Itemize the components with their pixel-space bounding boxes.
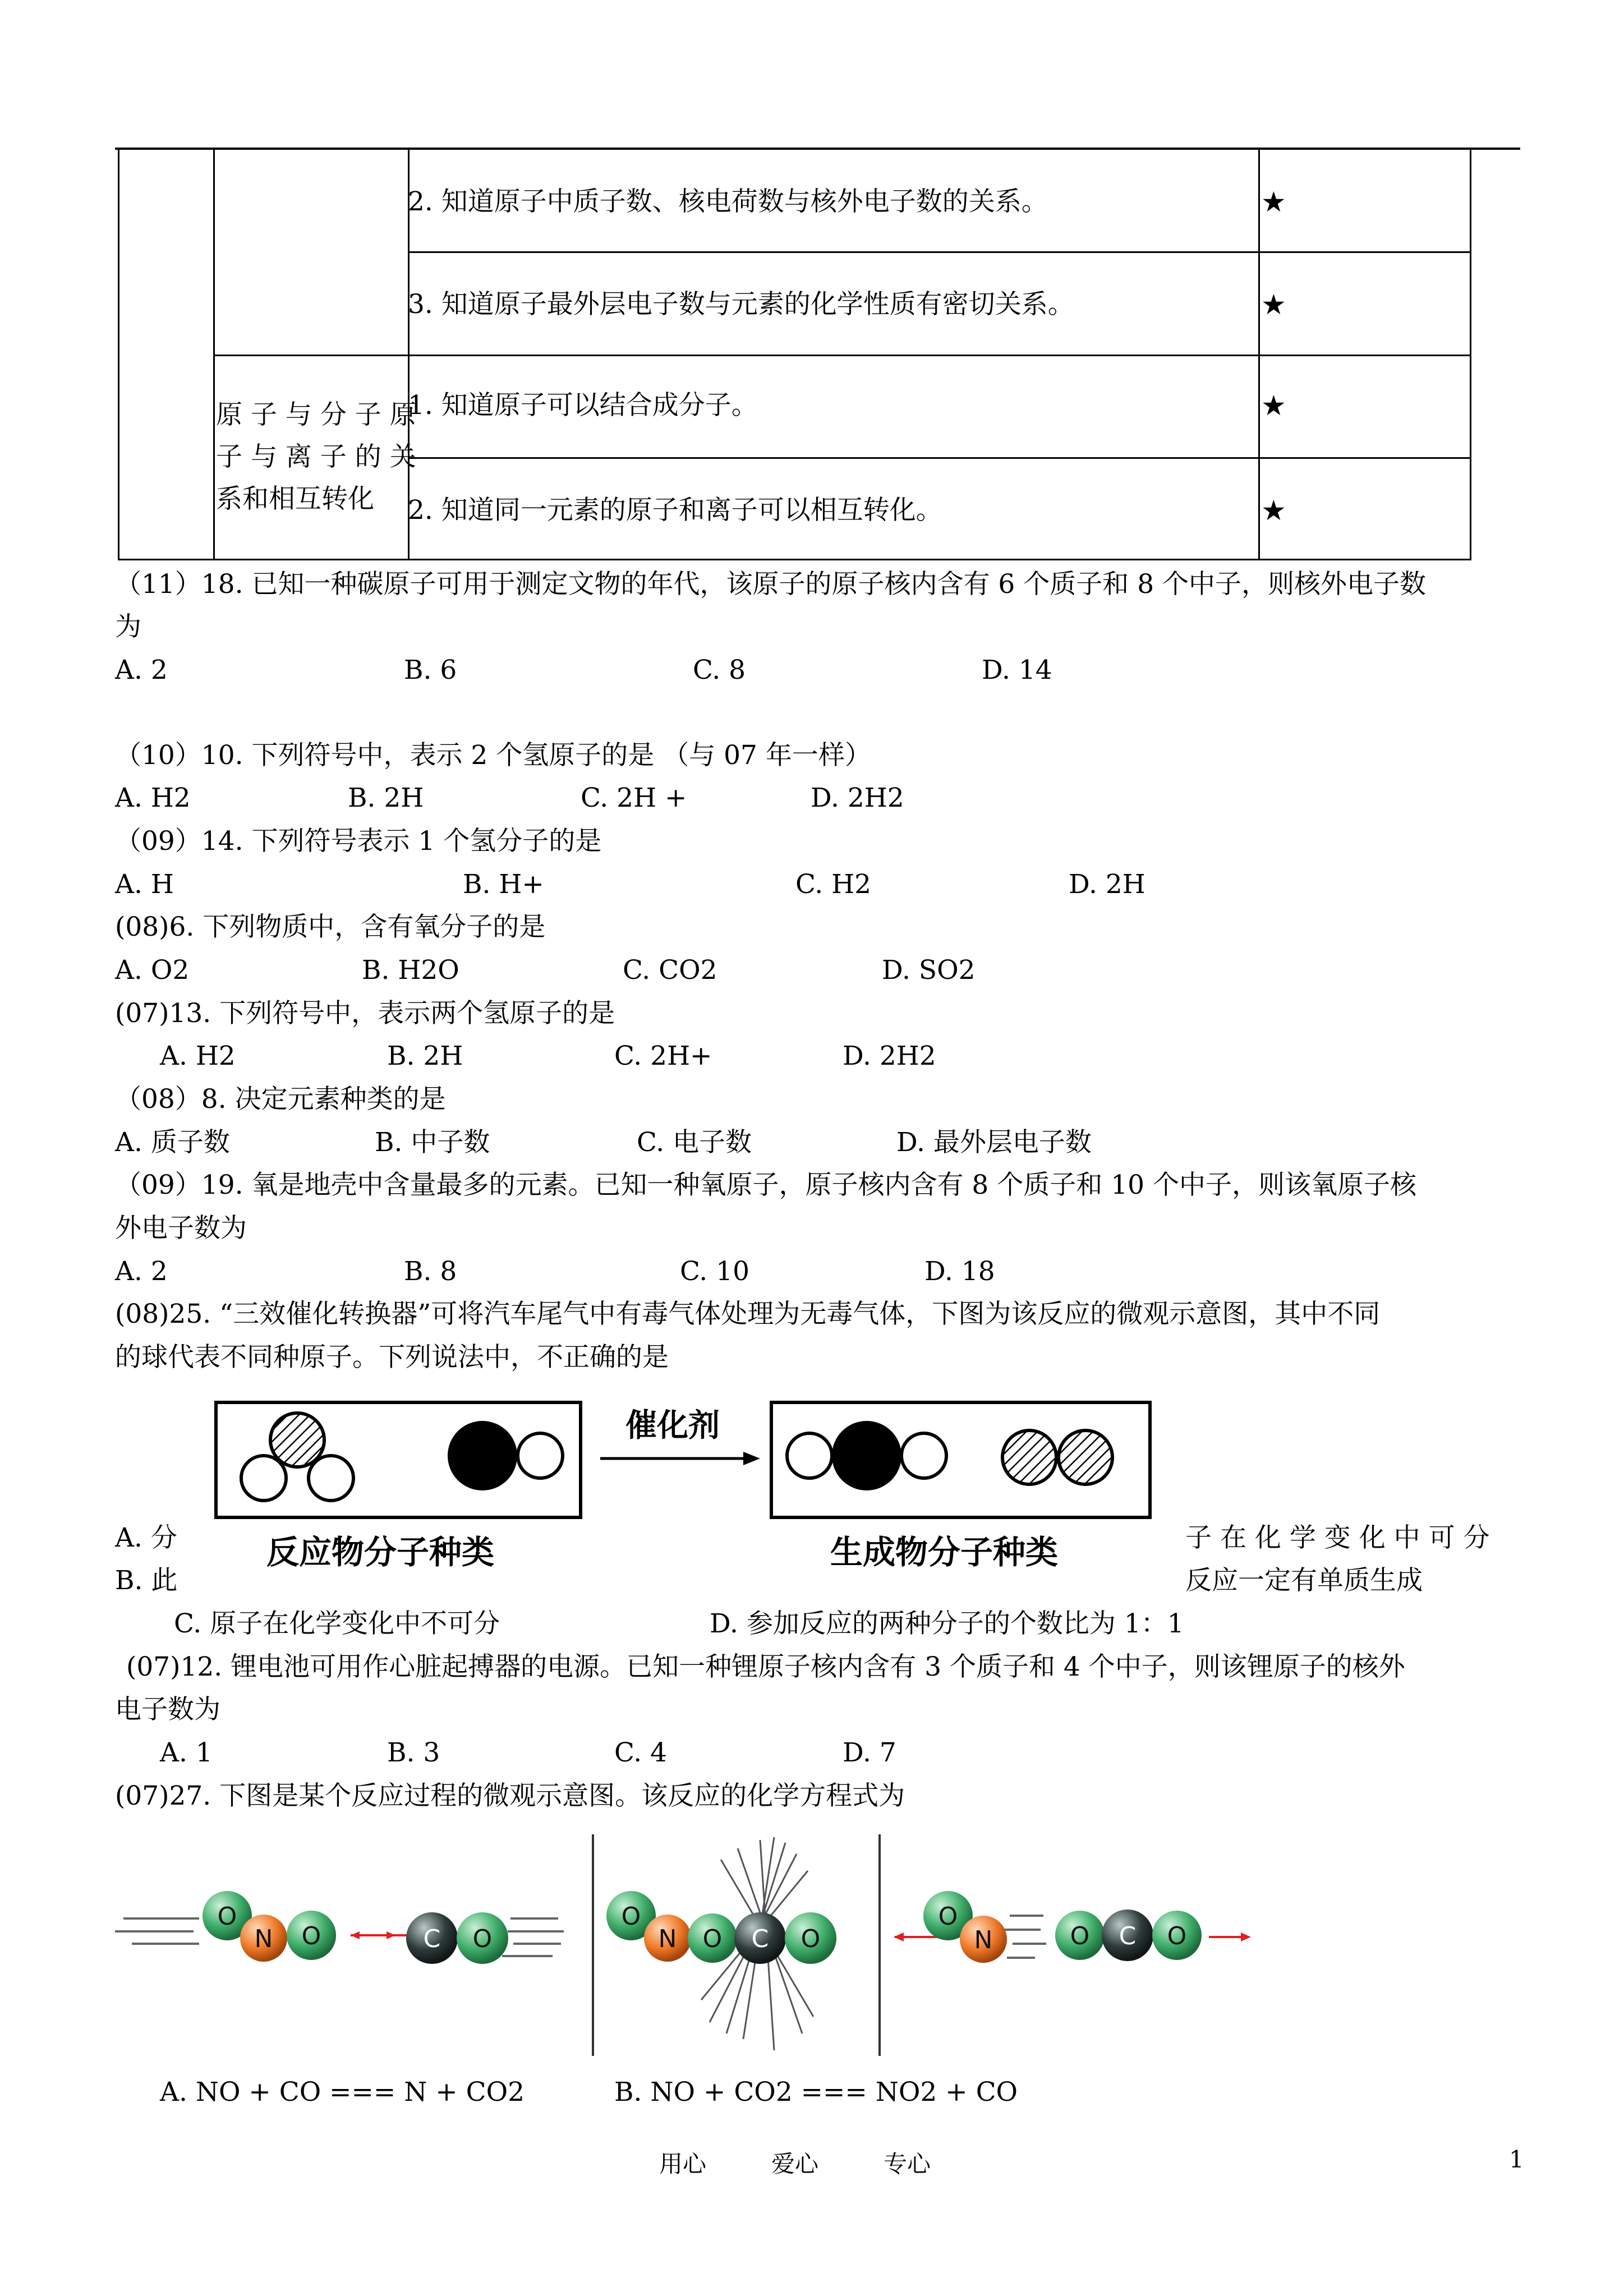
option: B. 2H bbox=[387, 1041, 463, 1071]
star-icon: ★ bbox=[1261, 389, 1286, 422]
option: D. 18 bbox=[924, 1256, 995, 1287]
star-icon: ★ bbox=[1261, 494, 1286, 527]
option: C. 电子数 bbox=[637, 1127, 752, 1158]
atom-label: O bbox=[217, 1902, 237, 1931]
white-atom bbox=[518, 1433, 563, 1478]
star-icon: ★ bbox=[1261, 186, 1286, 218]
question-stem: (08)25. “三效催化转换器”可将汽车尾气中有毒气体处理为无毒气体，下图为该反应的微观示意图，其中不同 bbox=[115, 1299, 1381, 1329]
table-row: 2. 知道同一元素的原子和离子可以相互转化。 bbox=[408, 495, 942, 526]
atom-label: C bbox=[1119, 1922, 1137, 1950]
black-atom bbox=[448, 1421, 517, 1490]
option: C. 原子在化学变化中不可分 bbox=[174, 1608, 500, 1639]
question-stem: 电子数为 bbox=[115, 1694, 220, 1725]
option: C. CO2 bbox=[623, 955, 717, 986]
option: C. 2H+ bbox=[614, 1041, 712, 1071]
option: D. 14 bbox=[982, 655, 1052, 685]
atom-label: O bbox=[301, 1922, 321, 1950]
atom-label: O bbox=[472, 1925, 493, 1953]
question-stem: （11）18. 已知一种碳原子可用于测定文物的年代，该原子的原子核内含有 6 个质子和 8 个中子，则核外电子数 bbox=[115, 569, 1427, 600]
option: A. 分 bbox=[115, 1522, 177, 1553]
table-row: 3. 知道原子最外层电子数与元素的化学性质有密切关系。 bbox=[408, 289, 1074, 320]
question-stem: 为 bbox=[115, 611, 141, 642]
option: A. H2 bbox=[160, 1041, 236, 1071]
page-number: 1 bbox=[1509, 2146, 1524, 2173]
option: B. H2O bbox=[362, 955, 459, 986]
top-rule bbox=[115, 148, 1520, 150]
question-stem: (08)6. 下列物质中，含有氧分子的是 bbox=[115, 912, 546, 942]
category-label: 原 子 与 分 子 原 bbox=[216, 399, 416, 430]
option: A. H bbox=[115, 869, 174, 900]
option: D. 最外层电子数 bbox=[896, 1127, 1092, 1158]
option: 反应一定有单质生成 bbox=[1185, 1565, 1423, 1596]
table-row: 2. 知道原子中质子数、核电荷数与核外电子数的关系。 bbox=[408, 186, 1048, 217]
white-atom bbox=[787, 1433, 832, 1478]
black-atom bbox=[832, 1421, 901, 1490]
option: D. SO2 bbox=[882, 955, 976, 986]
atom-label: N bbox=[254, 1925, 273, 1953]
option: A. H2 bbox=[115, 783, 191, 813]
option: C. H2 bbox=[795, 869, 872, 900]
white-atom bbox=[241, 1456, 286, 1501]
option: B. 6 bbox=[404, 655, 457, 685]
white-atom bbox=[309, 1456, 353, 1501]
option: A. 2 bbox=[115, 655, 168, 685]
question-stem: (07)13. 下列符号中，表示两个氢原子的是 bbox=[115, 998, 615, 1029]
option: A. 1 bbox=[160, 1737, 213, 1768]
option: D. 7 bbox=[843, 1737, 896, 1768]
option: D. 2H bbox=[1069, 869, 1145, 900]
option: C. 10 bbox=[680, 1256, 749, 1287]
footer-text: 用心 bbox=[659, 2150, 707, 2178]
option: D. 参加反应的两种分子的个数比为 1：1 bbox=[710, 1608, 1184, 1639]
atom-label: C bbox=[751, 1925, 769, 1953]
question-stem: （08）8. 决定元素种类的是 bbox=[115, 1084, 446, 1115]
footer-text: 爱心 bbox=[771, 2150, 819, 2178]
molecule-collision-diagram bbox=[115, 1832, 1265, 2067]
question-stem: (07)12. 锂电池可用作心脏起搏器的电源。已知一种锂原子核内含有 3 个质子和 4 个中子，则该锂原子的核外 bbox=[126, 1651, 1405, 1682]
hatched-atom bbox=[1059, 1430, 1112, 1484]
option: B. 3 bbox=[387, 1737, 440, 1768]
atom-label: O bbox=[1167, 1922, 1187, 1950]
option: B. H+ bbox=[463, 869, 544, 900]
option: B. 2H bbox=[348, 783, 424, 813]
category-label: 系和相互转化 bbox=[216, 484, 374, 514]
atom-label: O bbox=[938, 1902, 958, 1931]
option: B. 此 bbox=[115, 1565, 178, 1596]
atom-label: O bbox=[801, 1925, 821, 1953]
white-atom bbox=[901, 1433, 946, 1478]
catalyst-reaction-diagram bbox=[213, 1400, 1167, 1573]
atom-label: N bbox=[658, 1925, 677, 1953]
products-label: 生成物分子种类 bbox=[830, 1533, 1059, 1571]
option: C. 8 bbox=[693, 655, 746, 685]
option: A. O2 bbox=[115, 955, 190, 986]
option: C. 4 bbox=[614, 1737, 668, 1768]
question-stem: （10）10. 下列符号中，表示 2 个氢原子的是 （与 07 年一样） bbox=[115, 740, 871, 771]
question-stem: 外电子数为 bbox=[115, 1213, 247, 1244]
hatched-atom bbox=[1002, 1430, 1056, 1484]
option: A. 2 bbox=[115, 1256, 168, 1287]
atom-label: O bbox=[702, 1925, 723, 1953]
option: A. NO + CO === N + CO2 bbox=[160, 2077, 525, 2108]
option: B. 8 bbox=[404, 1256, 457, 1287]
hatched-atom bbox=[270, 1413, 324, 1467]
reactants-label: 反应物分子种类 bbox=[266, 1533, 495, 1571]
question-stem: （09）14. 下列符号表示 1 个氢分子的是 bbox=[115, 826, 602, 857]
category-label: 子 与 离 子 的 关 bbox=[216, 441, 416, 472]
catalyst-label: 催化剂 bbox=[625, 1407, 720, 1444]
atom-label: O bbox=[1070, 1922, 1090, 1950]
option: D. 2H2 bbox=[811, 783, 904, 813]
star-icon: ★ bbox=[1261, 288, 1286, 321]
question-stem: 的球代表不同种原子。下列说法中，不正确的是 bbox=[115, 1342, 669, 1373]
option: B. NO + CO2 === NO2 + CO bbox=[614, 2077, 1018, 2108]
atom-label: O bbox=[621, 1902, 641, 1931]
option: C. 2H + bbox=[581, 783, 687, 813]
option: 子 在 化 学 变 化 中 可 分 bbox=[1185, 1522, 1490, 1553]
option: B. 中子数 bbox=[375, 1127, 490, 1158]
question-stem: (07)27. 下图是某个反应过程的微观示意图。该反应的化学方程式为 bbox=[115, 1780, 905, 1811]
question-stem: （09）19. 氧是地壳中含量最多的元素。已知一种氧原子，原子核内含有 8 个质子和 10 个中子，则该氧原子核 bbox=[115, 1170, 1416, 1200]
atom-label: N bbox=[974, 1926, 993, 1954]
option: D. 2H2 bbox=[843, 1041, 936, 1071]
atom-label: C bbox=[423, 1925, 441, 1953]
table-row: 1. 知道原子可以结合成分子。 bbox=[408, 390, 758, 421]
footer-text: 专心 bbox=[884, 2150, 931, 2178]
option: A. 质子数 bbox=[115, 1127, 230, 1158]
